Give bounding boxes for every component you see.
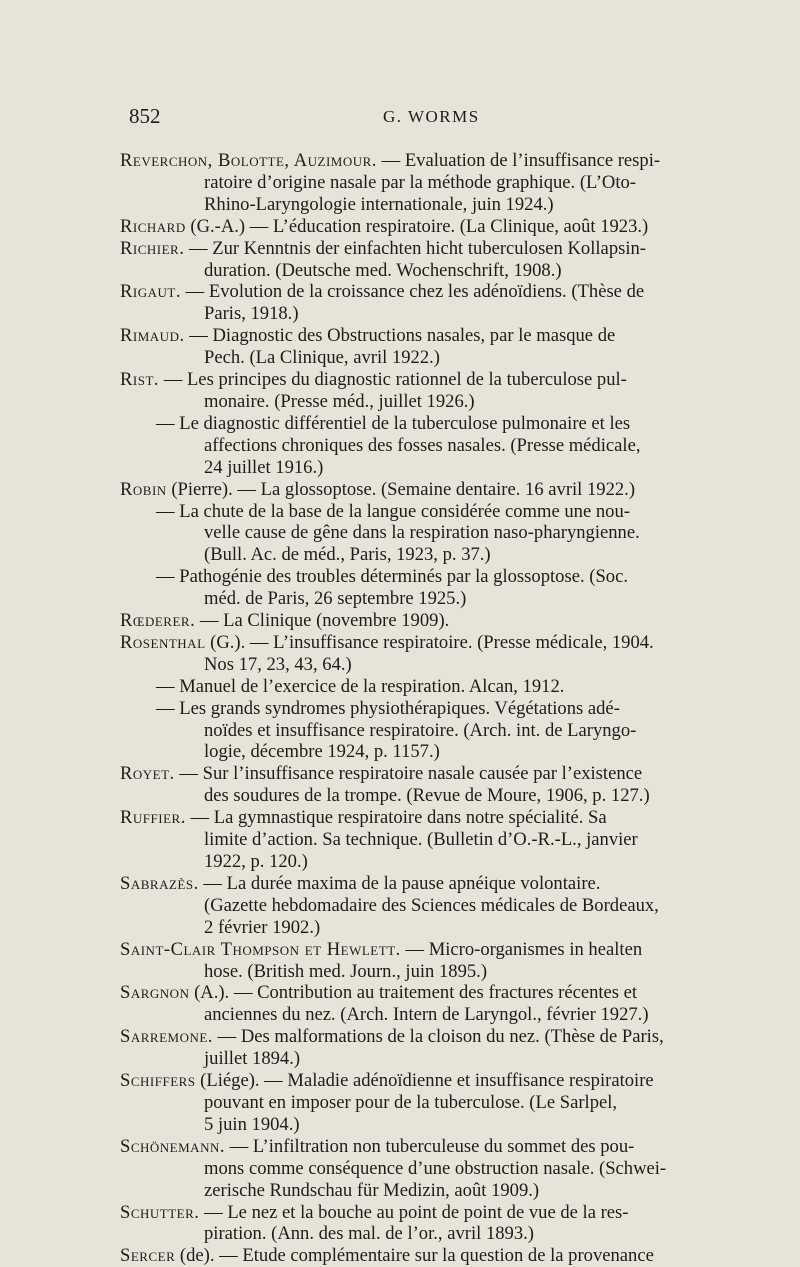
entry-line: Sargnon (A.). — Contribution au traitement des fractures récentes et [120,982,638,1004]
entry-line: Rhino-Laryngologie internationale, juin 1924.) [204,193,554,215]
bib-entry [120,610,742,632]
running-head: G. WORMS [383,107,480,126]
bib-entry [120,325,742,369]
entry-author: Schutter. [120,1201,200,1223]
entry-author: Ruffier. [120,807,186,829]
entry-author: Rimaud. [120,325,185,347]
entry-line: Schutter. — Le nez et la bouche au point de point de vue de la res- [120,1201,629,1223]
bib-entry [120,873,742,939]
entry-line: duration. (Deutsche med. Wochenschrift, 1908.) [204,259,562,281]
bib-entry [120,369,742,413]
entry-author: Sabrazès. [120,872,199,894]
entry-author: Rigaut. [120,281,181,303]
entry-line: anciennes du nez. (Arch. Intern de Laryngol., février 1927.) [204,1004,649,1026]
entry-author: Rœderer. [120,610,196,632]
entry-line: Rist. — Les principes du diagnostic rationnel de la tuberculose pul- [120,369,627,391]
bib-entry [120,1245,742,1267]
entry-author: Richard [120,215,186,237]
entry-line: velle cause de gêne dans la respiration naso-pharyngienne. [204,522,640,544]
entry-line: Richard (G.-A.) — L’éducation respiratoire. (La Clinique, août 1923.) [120,215,649,237]
entry-author: Sarremone. [120,1026,213,1048]
bib-entry [120,939,742,983]
page-number: 852 [129,104,161,128]
entry-author: Saint-Clair Thompson et Hewlett. [120,938,401,960]
entry-line: logie, décembre 1924, p. 1157.) [204,741,440,763]
entry-author: Rist. [120,369,160,391]
bib-entry [120,216,742,238]
entry-line: (Gazette hebdomadaire des Sciences médicales de Bordeaux, [204,894,659,916]
entry-line: — Les grands syndromes physiothérapiques. Végétations adé- [156,697,620,719]
entry-line: — Le diagnostic différentiel de la tuberculose pulmonaire et les [156,412,631,434]
bib-entry [120,698,742,764]
entry-line: mons comme conséquence d’une obstruction nasale. (Schwei- [204,1157,667,1179]
entry-line: pouvant en imposer pour de la tuberculose. (Le Sarlpel, [204,1091,618,1113]
bib-entry [120,281,742,325]
entry-author: Robin [120,478,167,500]
entry-line: Paris, 1918.) [204,303,299,325]
entry-line: — La chute de la base de la langue considérée comme une nou- [156,500,630,522]
bib-entry [120,763,742,807]
entry-line: Rimaud. — Diagnostic des Obstructions nasales, par le masque de [120,325,616,347]
entry-line: Rigaut. — Evolution de la croissance chez les adénoïdiens. (Thèse de [120,281,645,303]
entry-line: ratoire d’origine nasale par la méthode graphique. (L’Oto- [204,171,636,193]
bib-entry [120,501,742,567]
entry-author: Schiffers [120,1070,196,1092]
bib-entry [120,238,742,282]
entry-line: Sabrazès. — La durée maxima de la pause apnéique volontaire. [120,872,601,894]
entry-line: Nos 17, 23, 43, 64.) [204,653,352,675]
bib-entry [120,566,742,610]
entry-line: limite d’action. Sa technique. (Bulletin d’O.-R.-L., janvier [204,829,638,851]
entry-line: des soudures de la trompe. (Revue de Moure, 1906, p. 127.) [204,785,650,807]
entry-line: juillet 1894.) [204,1048,301,1070]
entry-line: Sarremone. — Des malformations de la cloison du nez. (Thèse de Paris, [120,1026,664,1048]
entry-line: 1922, p. 120.) [204,851,308,872]
bib-entry [120,413,742,479]
bib-entry [120,676,742,698]
entry-author: Schönemann. [120,1135,225,1157]
bib-entry [120,1136,742,1202]
entry-line: Robin (Pierre). — La glossoptose. (Semaine dentaire. 16 avril 1922.) [120,478,636,500]
entry-line: affections chroniques des fosses nasales. (Presse médicale, [204,434,641,456]
entry-author: Sargnon [120,982,190,1004]
entry-line: 2 février 1902.) [204,916,321,938]
bib-entry [120,1026,742,1070]
bib-entry [120,1202,742,1246]
entry-line: Schönemann. — L’infiltration non tuberculeuse du sommet des pou- [120,1135,635,1157]
entry-line: méd. de Paris, 26 septembre 1925.) [204,588,467,610]
bib-entry [120,807,742,873]
entry-author: Sercer [120,1245,176,1267]
bib-entry [120,479,742,501]
entry-line: Reverchon, Bolotte, Auzimour. — Evaluation de l’insuffisance respi- [120,150,661,171]
entry-line: noïdes et insuffisance respiratoire. (Arch. int. de Laryngo- [204,719,637,741]
bib-entry [120,150,742,216]
entry-line: piration. (Ann. des mal. de l’or., avril 1893.) [204,1223,534,1245]
entry-author: Royet. [120,763,175,785]
entry-line: 24 juillet 1916.) [204,456,324,478]
entry-line: Ruffier. — La gymnastique respiratoire dans notre spécialité. Sa [120,807,607,829]
entry-author: Richier. [120,237,185,259]
entry-line: Schiffers (Liége). — Maladie adénoïdienne et insuffisance respiratoire [120,1070,654,1092]
bib-entry [120,982,742,1026]
bib-entry [120,1070,742,1136]
bibliography-list [120,150,742,1267]
entry-line: — Manuel de l’exercice de la respiration. Alcan, 1912. [156,675,565,697]
entry-line: hose. (British med. Journ., juin 1895.) [204,960,488,982]
page-header [0,104,800,134]
entry-line: Saint-Clair Thompson et Hewlett. — Micro-organismes in healten [120,938,643,960]
entry-author: Reverchon, Bolotte, Auzimour. [120,150,377,171]
entry-author: Rosenthal [120,631,206,653]
entry-line: Richier. — Zur Kenntnis der einfachten hicht tuberculosen Kollapsin- [120,237,647,259]
entry-line: (Bull. Ac. de méd., Paris, 1923, p. 37.) [204,544,491,566]
entry-line: monaire. (Presse méd., juillet 1926.) [204,390,475,412]
entry-line: Royet. — Sur l’insuffisance respiratoire nasale causée par l’existence [120,763,643,785]
entry-line: — Pathogénie des troubles déterminés par la glossoptose. (Soc. [156,566,628,588]
entry-line: Sercer (de). — Etude complémentaire sur la question de la provenance [120,1245,654,1267]
entry-line: Rœderer. — La Clinique (novembre 1909). [120,610,450,632]
entry-line: Pech. (La Clinique, avril 1922.) [204,347,440,369]
entry-line: zerische Rundschau für Medizin, août 1909.) [204,1179,540,1201]
entry-line: Rosenthal (G.). — L’insuffisance respiratoire. (Presse médicale, 1904. [120,631,654,653]
bib-entry [120,632,742,676]
entry-line: 5 juin 1904.) [204,1113,300,1135]
